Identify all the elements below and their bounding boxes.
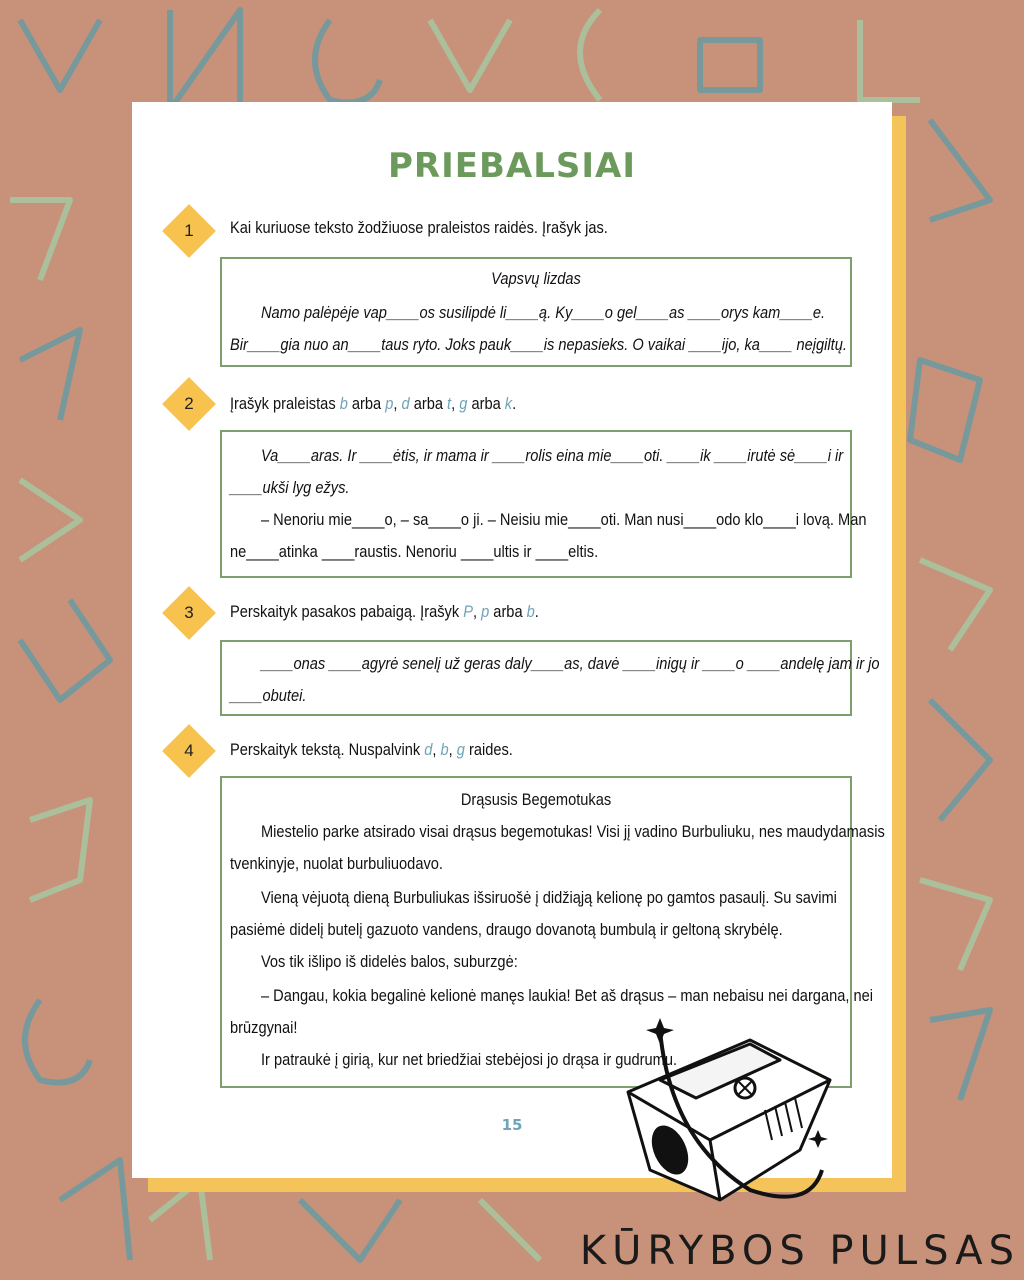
text-line: Miestelio parke atsirado visai drąsus begemotukas! Visi jį vadino Burbuliuku, nes maudydamasis: [260, 822, 885, 841]
exercise-line: Bir____gia nuo an____taus ryto. Joks pauk____is nepasieks. O vaikai ____ijo, ka____ neįgiltų.: [230, 335, 847, 354]
task-number: 4: [184, 741, 194, 760]
exercise-line: ne____atinka ____raustis. Nenoriu ____ultis ir ____eltis.: [230, 542, 599, 561]
text-line: brūzgynai!: [230, 1018, 298, 1037]
exercise-box: [220, 257, 852, 367]
text-line: Ir patraukė į girią, kur net briedžiai stebėjosi jo drąsa ir gudrumu.: [260, 1050, 678, 1069]
task-number: 2: [184, 394, 194, 413]
exercise-line: ____onas ____agyrė senelį už geras daly____as, davė ____inigų ir ____o ____andelę jam ir jo: [260, 654, 880, 673]
exercise-box: [220, 640, 880, 716]
task-instruction: Įrašyk praleistas b arba p, d arba t, g arba k.: [230, 394, 517, 413]
text-line: Vieną vėjuotą dieną Burbuliukas išsiruošė į didžiąją kelionę po gamtos pasaulį. Su savimi: [260, 888, 837, 907]
exercise-line: ____ukši lyg ežys.: [230, 478, 350, 497]
exercise-line: Va____aras. Ir ____ėtis, ir mama ir ____rolis eina mie____oti. ____ik ____irutė sė____i ir: [260, 446, 844, 465]
task-instruction: Kai kuriuose teksto žodžiuose praleistos raidės. Įrašyk jas.: [230, 218, 608, 237]
pencil-sharpener-icon: [600, 1010, 840, 1210]
text-line: – Dangau, kokia begalinė kelionė manęs laukia! Bet aš drąsus – man nebaisu nei dargana, nei: [260, 986, 873, 1005]
brand-logo-text: KŪRYBOS PULSAS: [579, 1228, 1020, 1274]
task-number: 3: [184, 603, 194, 622]
page-title: PRIEBALSIAI: [388, 146, 636, 186]
exercise-line: – Nenoriu mie____o, – sa____o ji. – Neisiu mie____oti. Man nusi____odo klo____i lovą. Man: [260, 510, 867, 529]
box-title: Drąsusis Begemotukas: [460, 790, 612, 809]
exercise-box: [220, 430, 867, 578]
task-instruction: Perskaityk tekstą. Nuspalvink d, b, g raides.: [230, 740, 513, 759]
task-number: 1: [184, 221, 194, 240]
text-line: tvenkinyje, nuolat burbuliuodavo.: [230, 854, 443, 873]
box-title: Vapsvų lizdas: [491, 269, 581, 288]
exercise-line: Namo palėpėje vap____os susilipdė li____ą. Ky____o gel____as ____orys kam____e.: [260, 303, 826, 322]
text-line: Vos tik išlipo iš didelės balos, suburzgė:: [260, 952, 518, 971]
exercise-line: ____obutei.: [230, 686, 307, 705]
task-instruction: Perskaityk pasakos pabaigą. Įrašyk P, p arba b.: [230, 602, 539, 621]
text-line: pasiėmė didelį butelį gazuoto vandens, draugo dovanotą bumbulą ir geltoną skrybėlę.: [230, 920, 783, 939]
page-number: 15: [501, 1116, 523, 1134]
